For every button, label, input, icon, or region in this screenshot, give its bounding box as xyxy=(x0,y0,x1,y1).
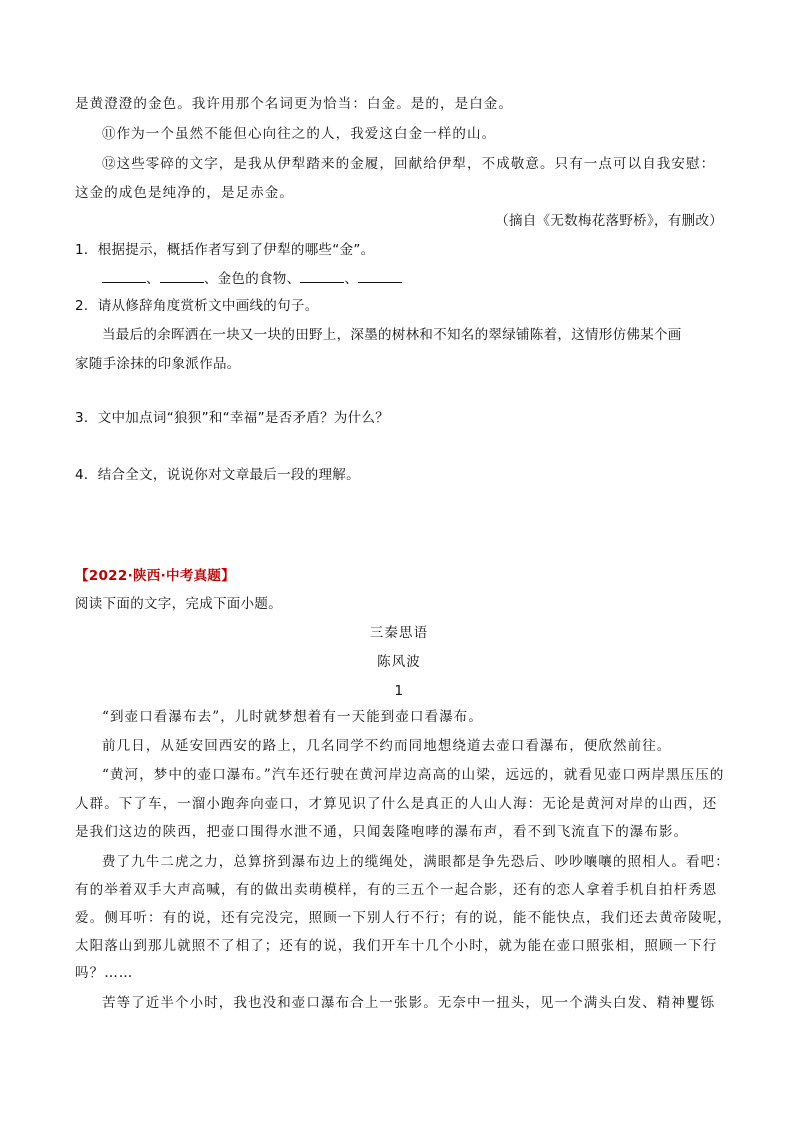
separator: 、 xyxy=(344,271,359,287)
article-line: 太阳落山到那儿就照不了相了；还有的说，我们开车十几个小时，就为能在壶口照张相，照顾一下行 xyxy=(75,938,718,954)
question-1: 1．根据提示，概括作者写到了伊犁的哪些“金”。 xyxy=(75,242,375,258)
blank-hint-text: 、金色的食物、 xyxy=(203,271,301,287)
paragraph-11: ⑪作为一个虽然不能但心向往之的人，我爱这白金一样的山。 xyxy=(102,126,497,142)
article-line: 是我们这边的陕西，把壶口围得水泄不通，只闻轰隆咆哮的瀑布声，看不到飞流直下的瀑布影。 xyxy=(75,824,689,840)
paragraph-12-line2: 这金的成色是纯净的，是足赤金。 xyxy=(75,185,294,201)
article-title: 三秦思语 xyxy=(369,625,429,641)
article-line: 爱。侧耳听：有的说，还有完没完，照顾一下别人行不行；有的说，能不能快点，我们还去黄帝陵呢， xyxy=(75,910,732,926)
question-2-quote-line2: 家随手涂抹的印象派作品。 xyxy=(75,356,241,372)
article-line: 前几日，从延安回西安的路上，几名同学不约而同地想绕道去壶口看瀑布，便欣然前往。 xyxy=(102,738,672,754)
paragraph-12-line1: ⑫这些零碎的文字，是我从伊犁踏来的金履，回献给伊犁，不成敬意。只有一点可以自我安慰： xyxy=(102,156,716,172)
article-line: 吗？…… xyxy=(75,965,134,981)
separator: 、 xyxy=(146,271,160,287)
reading-instruction: 阅读下面的文字，完成下面小题。 xyxy=(75,596,282,612)
exam-source-tag: 【2022·陕西·中考真题】 xyxy=(75,568,236,584)
article-line: 苦等了近半个小时，我也没和壶口瀑布合上一张影。无奈中一扭头，见一个满头白发、精神矍铄 xyxy=(102,995,716,1011)
question-4: 4．结合全文，说说你对文章最后一段的理解。 xyxy=(75,467,360,483)
article-line: 人群。下了车，一溜小跑奔向壶口，才算见识了什么是真正的人山人海：无论是黄河对岸的山西，还 xyxy=(75,796,718,812)
passage-line: 是黄澄澄的金色。我许用那个名词更为恰当：白金。是的，是白金。 xyxy=(75,96,513,112)
answer-blank-4[interactable] xyxy=(358,268,402,283)
passage-source: （摘自《无数梅花落野桥》，有删改） xyxy=(495,213,723,229)
question-2: 2．请从修辞角度赏析文中画线的句子。 xyxy=(75,298,319,314)
article-line: “到壶口看瀑布去”，儿时就梦想着有一天能到壶口看瀑布。 xyxy=(102,709,484,725)
article-line: “黄河，梦中的壶口瀑布。”汽车还行驶在黄河岸边高高的山梁，远远的，就看见壶口两岸黑压压的 xyxy=(102,767,725,783)
question-3: 3．文中加点词“狼狈”和“幸福”是否矛盾？为什么？ xyxy=(75,410,390,426)
part-number: 1 xyxy=(394,683,404,699)
answer-blank-2[interactable] xyxy=(160,268,204,283)
article-author: 陈风波 xyxy=(377,654,421,670)
answer-blank-3[interactable] xyxy=(300,268,344,283)
question-2-quote-line1: 当最后的余晖洒在一块又一块的田野上，深墨的树林和不知名的翠绿铺陈着，这情形仿佛某个画 xyxy=(102,327,682,343)
article-line: 有的举着双手大声高喊，有的做出卖萌模样，有的三五个一起合影，还有的恋人拿着手机自拍杆秀恩 xyxy=(75,882,718,898)
question-1-blanks xyxy=(102,268,723,289)
article-line: 费了九牛二虎之力，总算挤到瀑布边上的缆绳处，满眼都是争先恐后、吵吵嚷嚷的照相人。看吧： xyxy=(102,854,730,870)
answer-blank-1[interactable] xyxy=(102,268,146,283)
